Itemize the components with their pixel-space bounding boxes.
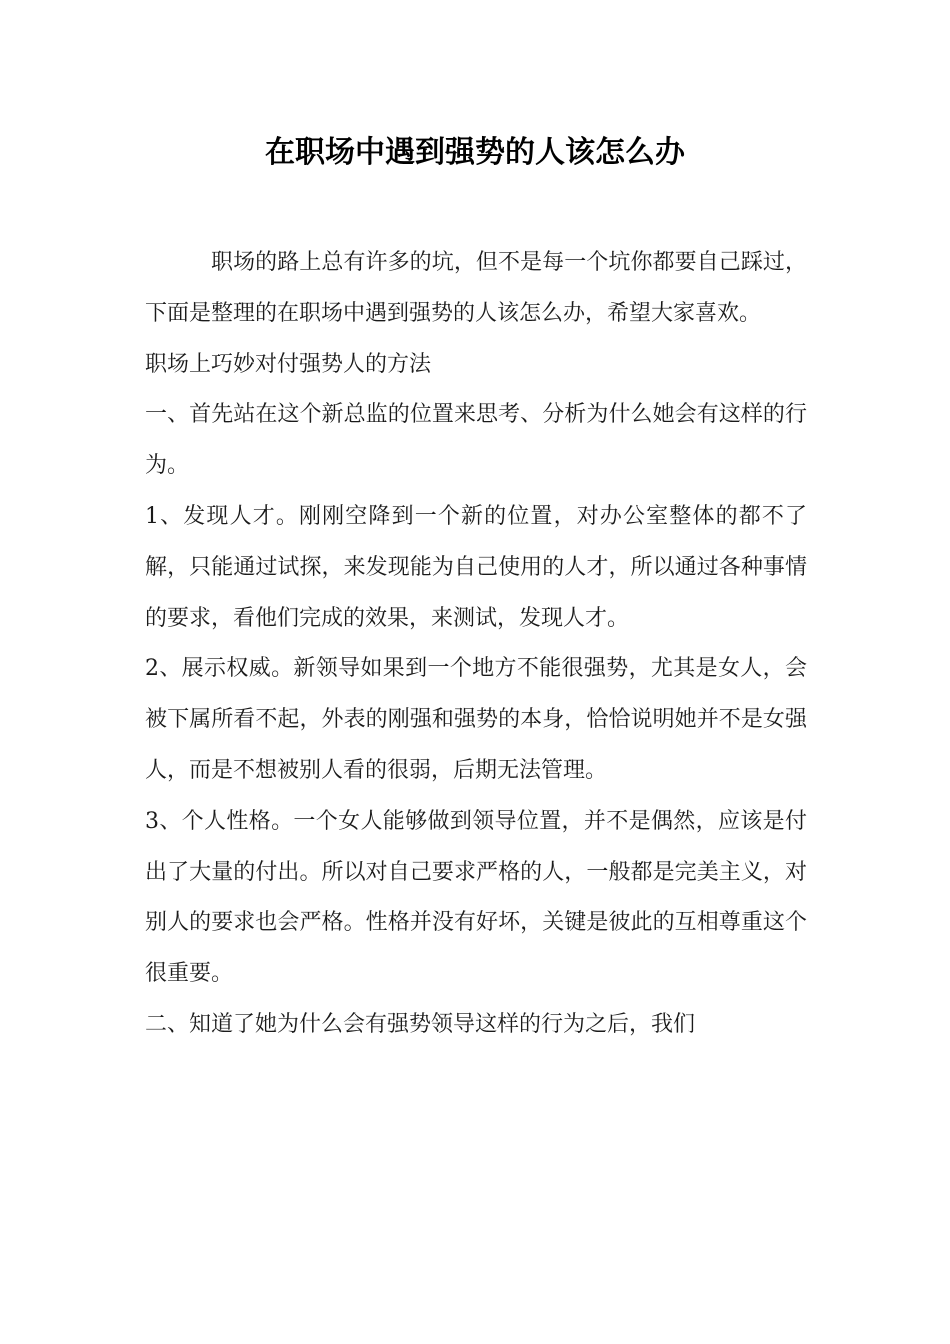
document-title: 在职场中遇到强势的人该怎么办 <box>265 135 685 170</box>
document-body <box>145 238 807 1051</box>
intro-paragraph: 职场的路上总有许多的坑，但不是每一个坑你都要自己踩过，下面是整理的在职场中遇到强势的人该怎么办，希望大家喜欢。 <box>145 250 807 326</box>
point-two-paragraph: 二、知道了她为什么会有强势领导这样的行为之后，我们 <box>145 1011 696 1037</box>
point-one-paragraph: 一、首先站在这个新总监的位置来思考、分析为什么她会有这样的行为。 <box>145 402 807 479</box>
item-1-paragraph: 1、发现人才。刚刚空降到一个新的位置，对办公室整体的都不了解，只能通过试探，来发现能为自己使用的人才，所以通过各种事情的要求，看他们完成的效果，来测试，发现人才。 <box>145 503 807 631</box>
item-2-paragraph: 2、展示权威。新领导如果到一个地方不能很强势，尤其是女人，会被下属所看不起，外表的刚强和强势的本身，恰恰说明她并不是女强人，而是不想被别人看的很弱，后期无法管理。 <box>145 656 807 783</box>
section-heading: 职场上巧妙对付强势人的方法 <box>145 351 432 377</box>
item-3-paragraph: 3、个人性格。一个女人能够做到领导位置，并不是偶然，应该是付出了大量的付出。所以对自己要求严格的人，一般都是完美主义，对别人的要求也会严格。性格并没有好坏，关键是彼此的互相尊重这个很重要。 <box>145 808 807 987</box>
